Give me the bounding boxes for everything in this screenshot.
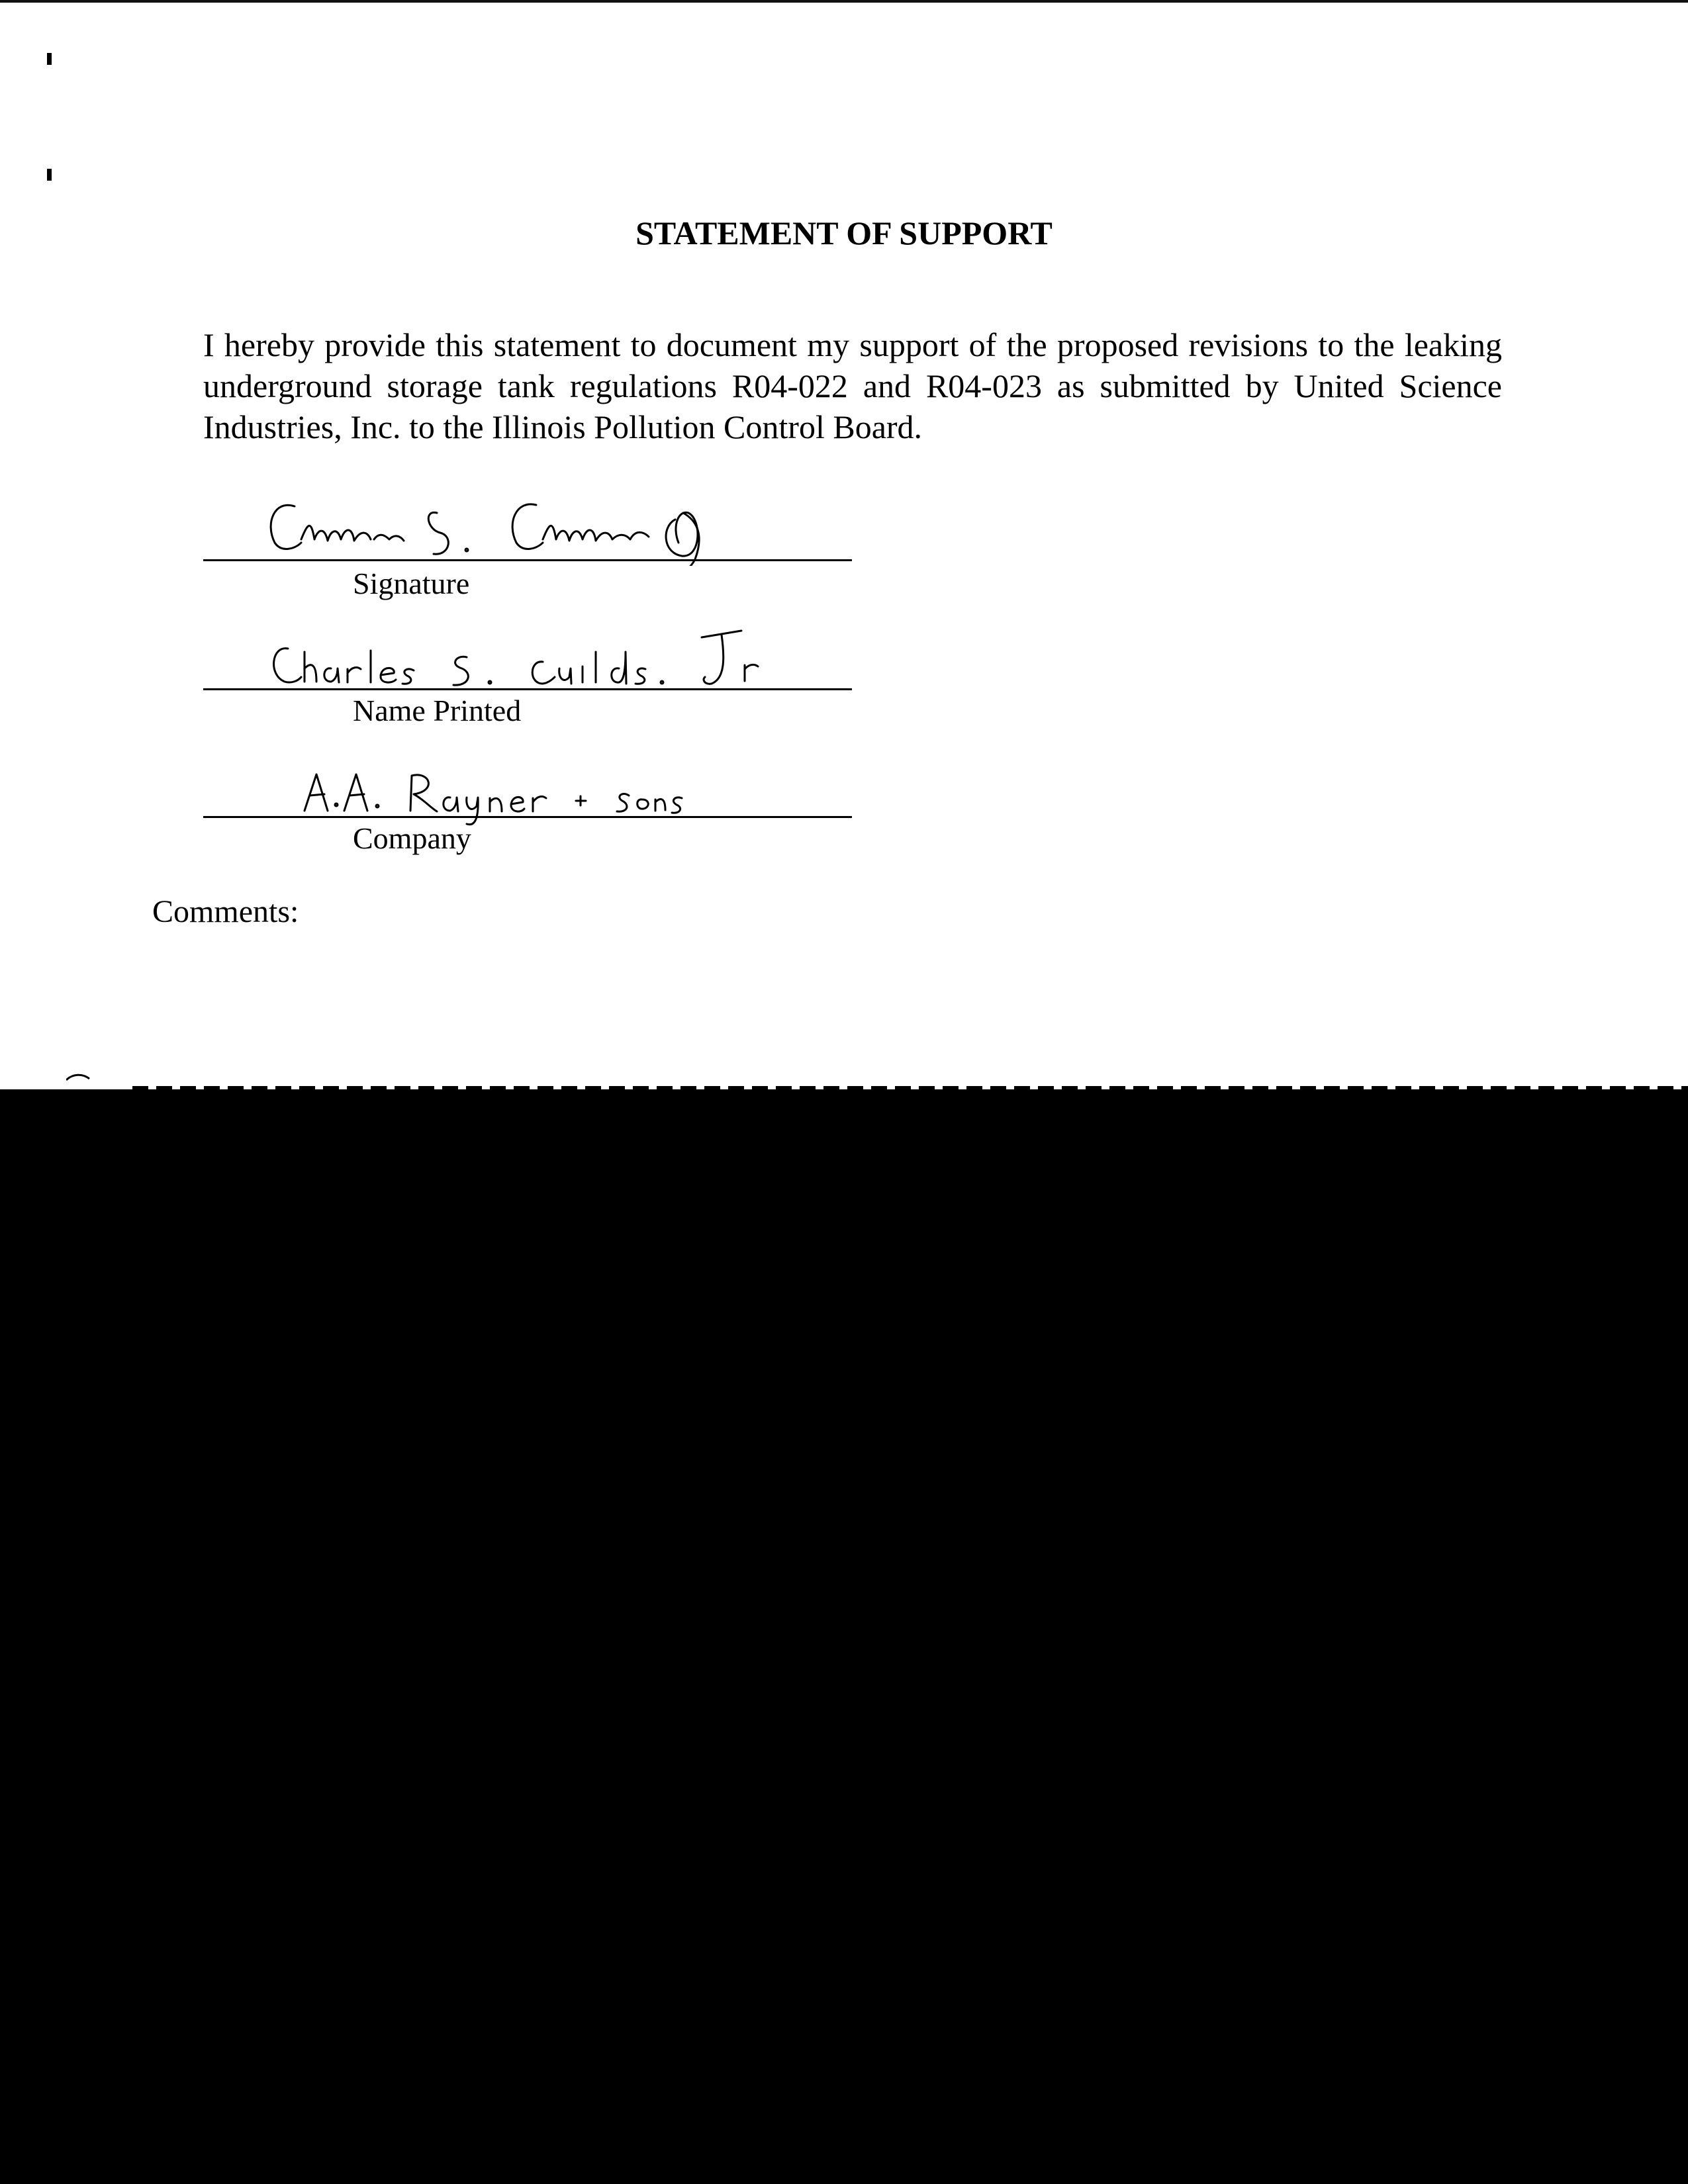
scan-mark	[47, 169, 52, 181]
name-printed-label: Name Printed	[353, 694, 522, 727]
handwritten-name	[238, 625, 834, 698]
signature-label: Signature	[353, 567, 470, 600]
comments-label: Comments:	[152, 894, 299, 929]
handwritten-signature	[238, 493, 834, 566]
name-value: Charles S. Childs, Jr	[238, 625, 244, 626]
document-title: STATEMENT OF SUPPORT	[635, 214, 1053, 251]
statement-line: underground storage tank regulations R04-022 and R04-023 as submitted by United Science	[203, 367, 1502, 404]
company-line	[203, 816, 852, 818]
company-value: A.A. Rayner + Sons	[238, 754, 244, 755]
name-printed-line	[203, 688, 852, 690]
signature-value: Charles S. Childs Jr	[238, 493, 244, 494]
signature-line	[203, 559, 852, 561]
statement-line: Industries, Inc. to the Illinois Pollution Control Board.	[203, 408, 923, 445]
redacted-black-area	[0, 1089, 1688, 2184]
statement-body	[203, 324, 1502, 447]
company-label: Company	[353, 821, 471, 855]
statement-line: I hereby provide this statement to document my support of the proposed revisions to the leaking	[203, 326, 1502, 363]
scan-mark	[47, 53, 52, 65]
scan-top-edge	[0, 0, 1688, 3]
